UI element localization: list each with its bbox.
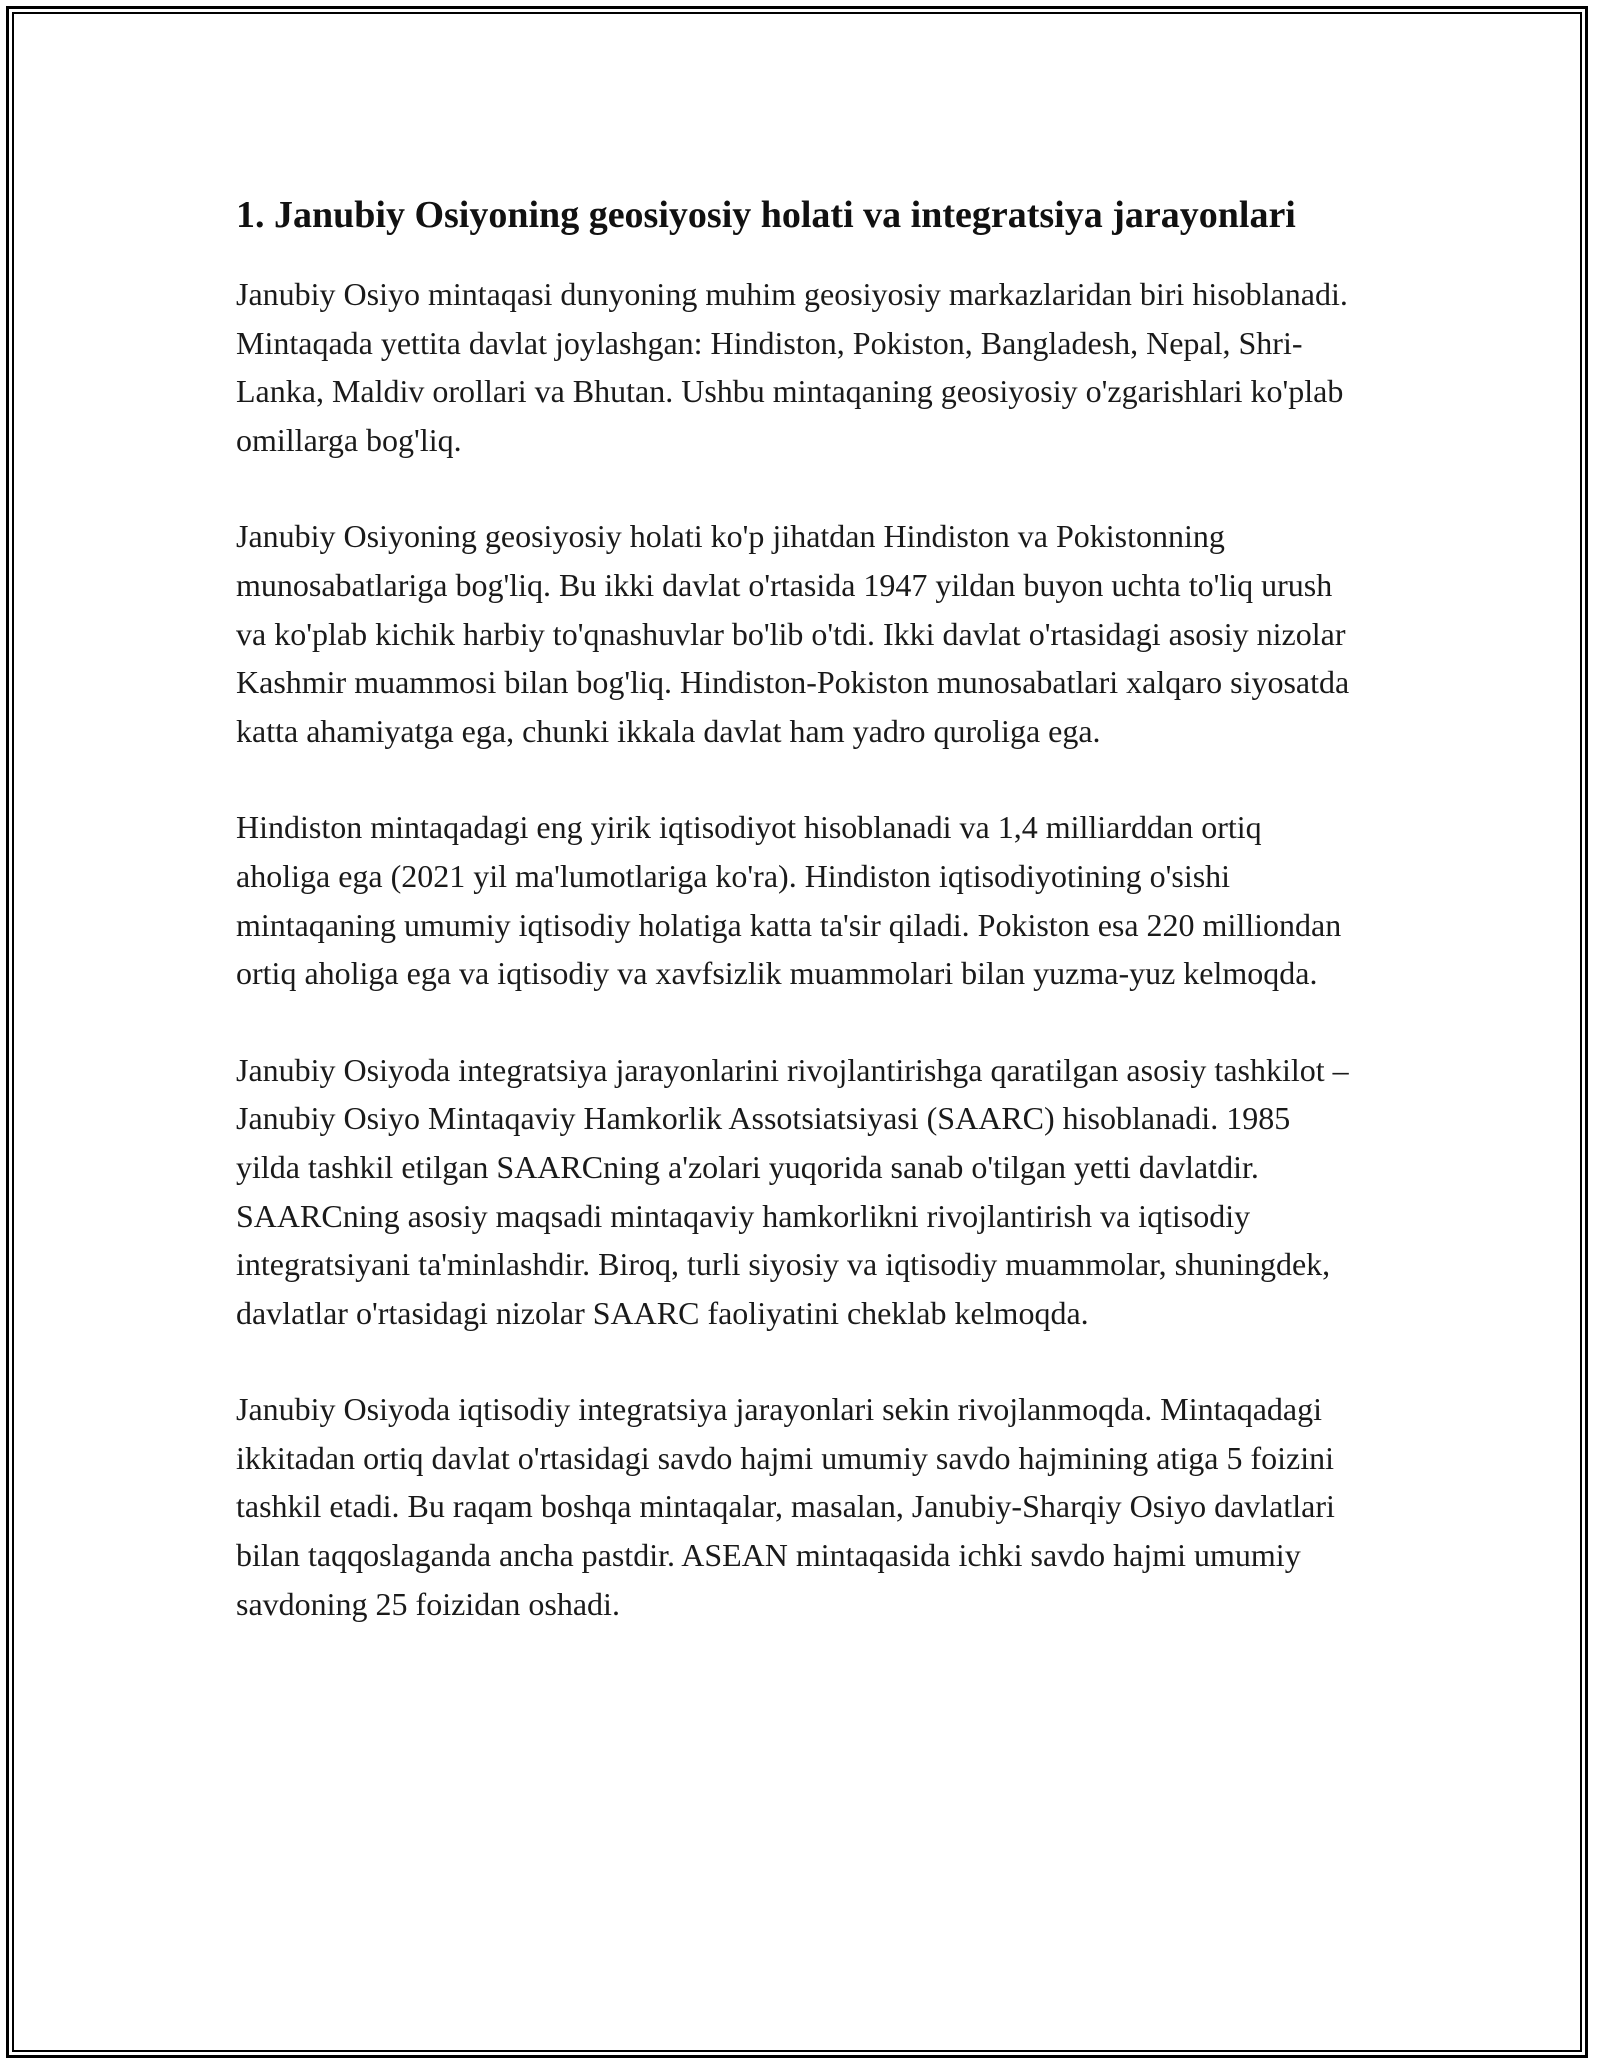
paragraph-4: Janubiy Osiyoda integratsiya jarayonlarini rivojlantirishga qaratilgan asosiy tashkilot – Janubiy Osiyo Mintaqaviy Hamkorlik Assotsiatsiyasi (SAARC) hisoblanadi. 1985 yilda tashkil etilgan SAARCning a'zolari yuqorida sanab o'tilgan yetti davlatdir. SAARCning asosiy maqsadi mintaqaviy hamkorlikni rivojlantirish va iqtisodiy integratsiyani ta'minlashdir. Biroq, turli siyosiy va iqtisodiy muammolar, shuningdek, davlatlar o'rtasidagi nizolar SAARC faoliyatini cheklab kelmoqda. (236, 1051, 1349, 1331)
paragraph-1: Janubiy Osiyo mintaqasi dunyoning muhim geosiyosiy markazlaridan biri hisoblanadi. Mintaqada yettita davlat joylashgan: Hindiston, Pokiston, Bangladesh, Nepal, Shri-Lanka, Maldiv orollari va Bhutan. Ushbu mintaqaning geosiyosiy o'zgarishlari ko'plab omillarga bog'liq. (236, 276, 1348, 458)
document-body (236, 190, 1356, 1676)
section-heading: 1. Janubiy Osiyoning geosiyosiy holati va integratsiya jarayonlari (236, 194, 1296, 236)
paragraph-2: Janubiy Osiyoning geosiyosiy holati ko'p jihatdan Hindiston va Pokistonning munosabatlariga bog'liq. Bu ikki davlat o'rtasida 1947 yildan buyon uchta to'liq urush va ko'plab kichik harbiy to'qnashuvlar bo'lib o'tdi. Ikki davlat o'rtasidagi asosiy nizolar Kashmir muammosi bilan bog'liq. Hindiston-Pokiston munosabatlari xalqaro siyosatda katta ahamiyatga ega, chunki ikkala davlat ham yadro quroliga ega. (236, 518, 1350, 749)
paragraph-3: Hindiston mintaqadagi eng yirik iqtisodiyot hisoblanadi va 1,4 milliarddan ortiq aholiga ega (2021 yil ma'lumotlariga ko'ra). Hindiston iqtisodiyotining o'sishi mintaqaning umumiy iqtisodiy holatiga katta ta'sir qiladi. Pokiston esa 220 milliondan ortiq aholiga ega va iqtisodiy va xavfsizlik muammolari bilan yuzma-yuz kelmoqda. (236, 809, 1342, 992)
paragraph-5: Janubiy Osiyoda iqtisodiy integratsiya jarayonlari sekin rivojlanmoqda. Mintaqadagi ikkitadan ortiq davlat o'rtasidagi savdo hajmi umumiy savdo hajmining atiga 5 foizini tashkil etadi. Bu raqam boshqa mintaqalar, masalan, Janubiy-Sharqiy Osiyo davlatlari bilan taqqoslaganda ancha pastdir. ASEAN mintaqasida ichki savdo hajmi umumiy savdoning 25 foizidan oshadi. (236, 1391, 1335, 1622)
